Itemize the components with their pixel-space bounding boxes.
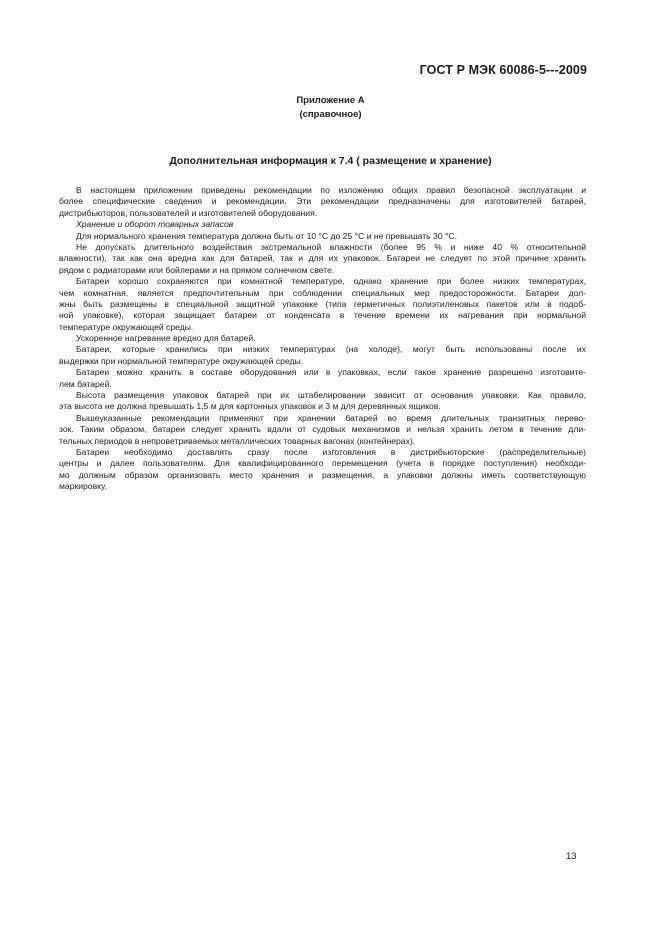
- text-line: лем батарей.: [59, 378, 112, 389]
- section-title: Дополнительная информация к 7.4 ( размещение и хранение): [169, 155, 492, 167]
- text-line: Батареи можно хранить в составе оборудования или в упаковках, если такое хранение разрешено изготовите-: [76, 367, 586, 378]
- text-line: эта высота не должна превышать 1,5 м для картонных упаковок и 3 м для деревянных ящиков.: [59, 401, 441, 412]
- text-line: чем комнатная, является предпочтительным при соблюдении специальных мер предосторожности. Батареи дол-: [59, 287, 586, 298]
- text-line: Батареи хорошо сохраняются при комнатной температуре, однако хранение при более низких температурах,: [76, 276, 586, 287]
- text-line: центры и далее пользователям. Для квалифицированного перемещения (учета в порядке поступления) необходи-: [59, 458, 586, 469]
- text-line: ной упаковке), которая защищает батареи от конденсата в течение времени их нагревания при нормальной: [59, 310, 586, 321]
- text-line: В настоящем приложении приведены рекомендации по изложению общих правил безопасной эксплуатации и: [76, 185, 586, 195]
- text-line: Батареи необходимо доставлять сразу после изготовления в дистрибьюторские (распределительные): [76, 446, 586, 457]
- text-line: влажности), так как она вредна как для батарей, так и для их упаковок. Батареи не следует по этой причине хранить: [59, 253, 586, 264]
- appendix-heading: [0, 94, 661, 122]
- text-line: жны быть размещены в специальной защитной упаковке (типа герметичных полиэтиленовых пакетов или в подоб-: [59, 298, 586, 309]
- text-line: мо должным образом организовать место хранения и размещения, а упаковки должны иметь соответствующую: [59, 469, 586, 480]
- text-line: более специфические сведения и рекомендации. Эти рекомендации предназначены для изготовителей батарей,: [59, 196, 586, 207]
- page-number: 13: [566, 851, 577, 862]
- text-line: Не допускать длительного воздействия экстремальной влажности (более 95 % и ниже 40 % относительной: [76, 241, 586, 252]
- text-line: Вышеуказанные рекомендации применяют при хранении батарей во время длительных транзитных перево-: [76, 412, 586, 423]
- text-line: Батареи, которые хранились при низких температурах (на холоде), могут быть использованы после их: [76, 344, 586, 355]
- appendix-type: (справочное): [299, 109, 362, 120]
- appendix-label: Приложение А: [296, 95, 365, 106]
- text-line: маркировку.: [59, 481, 107, 492]
- text-line: рядом с радиаторами или бойлерами и на прямом солнечном свете.: [59, 264, 335, 275]
- text-line: Ускоренное нагревание вредно для батарей.: [76, 333, 256, 344]
- text-line: Высота размещения упаковок батарей при их штабелировании зависит от основания упаковки. Как правило,: [76, 390, 586, 401]
- text-line: температуре окружающей среды.: [59, 321, 194, 332]
- standard-number: ГОСТ Р МЭК 60086-5---2009: [419, 63, 587, 77]
- text-line: тельных периодов в непроветриваемых металлических товарных вагонах (контейнерах).: [59, 435, 416, 446]
- text-line: дистрибьюторов, пользователей и изготовителей оборудования.: [59, 207, 318, 218]
- text-line: Для нормального хранения температура должна быть от 10 °С до 25 °С и не превышать 30 °С.: [76, 230, 458, 241]
- body-text: [59, 185, 586, 493]
- text-line: зок. Таким образом, батареи следует хранить вдали от судовых механизмов и нельзя хранить летом в течение дли-: [59, 424, 586, 435]
- text-line: выдержки при нормальной температуре окружающей среды.: [59, 355, 304, 366]
- subheading-line: Хранение и оборот товарных запасов: [76, 219, 234, 230]
